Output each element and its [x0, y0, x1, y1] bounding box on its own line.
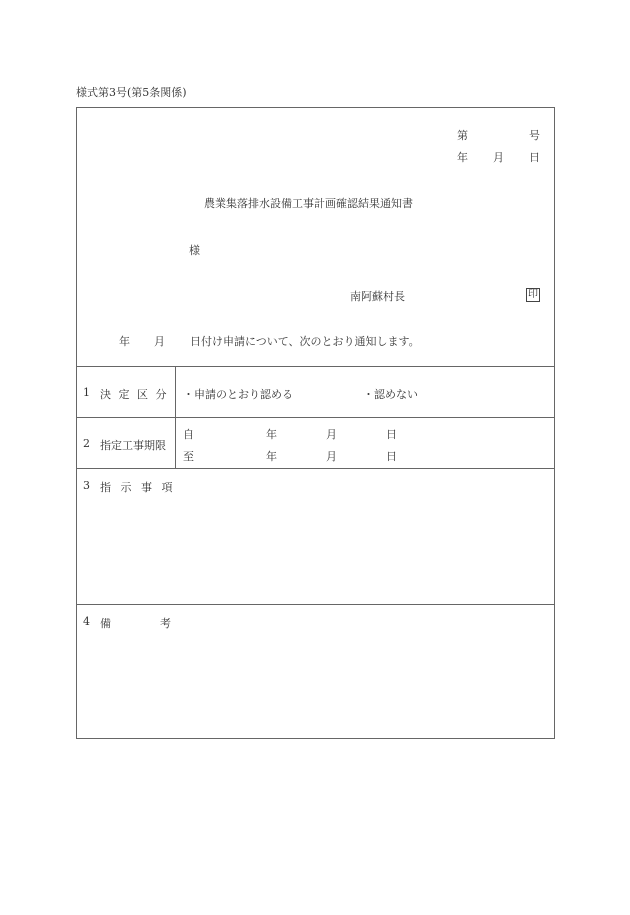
- divider: [77, 366, 554, 367]
- period-to-year: 年: [266, 450, 277, 463]
- row-2-number: 2: [83, 437, 90, 450]
- seal-mark: 印: [528, 289, 538, 300]
- row-4-number: 4: [83, 615, 90, 628]
- period-from-month: 月: [326, 428, 337, 441]
- period-from-year: 年: [266, 428, 277, 441]
- intro-year: 年: [119, 335, 130, 348]
- intro-text: 日付け申請について、次のとおり通知します。: [190, 335, 420, 348]
- document-title: 農業集落排水設備工事計画確認結果通知書: [204, 197, 413, 210]
- row-3-number: 3: [83, 479, 90, 492]
- notice-form: [76, 107, 555, 739]
- row-4-label-first: 備: [100, 617, 111, 630]
- row-4-label-last: 考: [160, 617, 171, 630]
- divider: [77, 604, 554, 605]
- row-1-label: 決 定 区 分: [100, 388, 169, 401]
- period-from-prefix: 自: [183, 428, 194, 441]
- form-number-label: 様式第3号(第5条関係): [76, 86, 187, 99]
- row-3-label: 指 示 事 項: [100, 481, 176, 494]
- date-day: 日: [529, 151, 540, 164]
- number-prefix: 第: [457, 129, 468, 142]
- divider: [77, 417, 554, 418]
- date-year: 年: [457, 151, 468, 164]
- column-divider: [175, 366, 176, 468]
- option-reject[interactable]: ・認めない: [363, 388, 418, 401]
- row-2-label: 指定工事期限: [100, 439, 166, 452]
- period-to-month: 月: [326, 450, 337, 463]
- period-to-day: 日: [386, 450, 397, 463]
- period-from-day: 日: [386, 428, 397, 441]
- date-month: 月: [493, 151, 504, 164]
- period-to-prefix: 至: [183, 450, 194, 463]
- divider: [77, 468, 554, 469]
- option-approve[interactable]: ・申請のとおり認める: [183, 388, 293, 401]
- addressee-suffix: 様: [189, 244, 200, 257]
- intro-month: 月: [154, 335, 165, 348]
- number-suffix: 号: [529, 129, 540, 142]
- issuer-name: 南阿蘇村長: [350, 290, 405, 303]
- row-1-number: 1: [83, 386, 90, 399]
